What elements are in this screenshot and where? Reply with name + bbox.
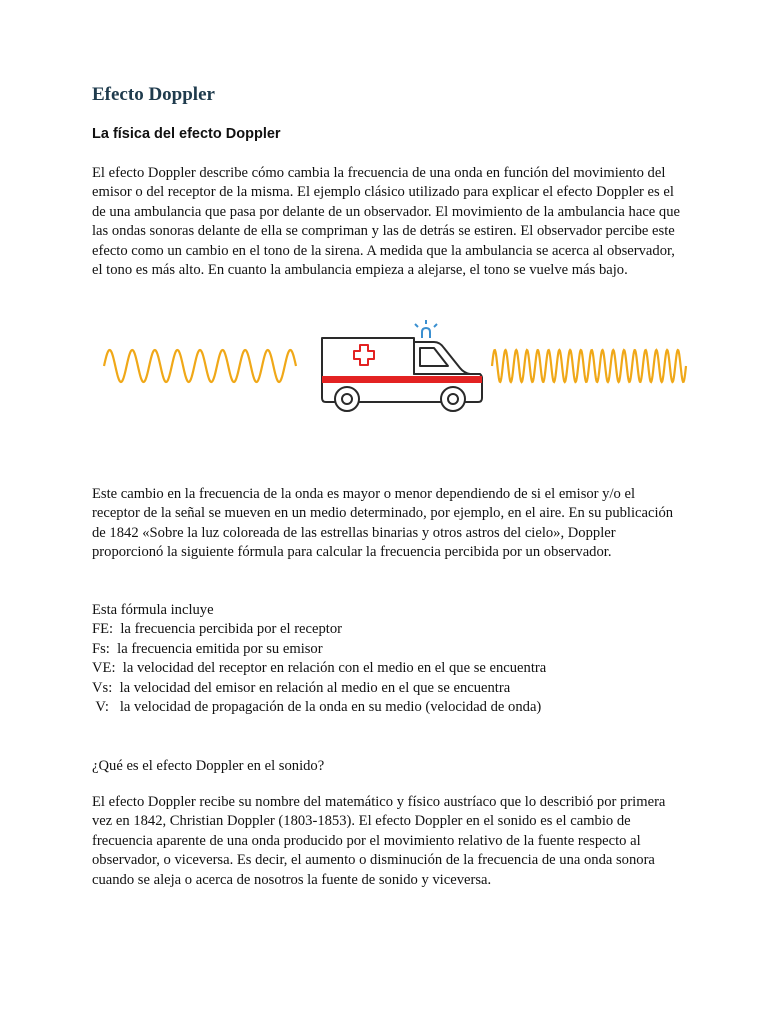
section-subtitle: La física del efecto Doppler — [92, 126, 281, 142]
sound-paragraph: El efecto Doppler recibe su nombre del matemático y físico austríaco que lo describió por primera vez en 1842, Christian Doppler (1803-1853). El efecto Doppler en el sonido es el cambio de frecuencia aparente de una onda producido por el movimiento relativo de la fuente respecto al observador, o viceversa. Es decir, el aumento o disminución de la frecuencia de una onda sonora cuando se aleja o acerca de nosotros la fuente de sonido y viceversa. — [92, 794, 666, 888]
page-title: Efecto Doppler — [92, 84, 215, 105]
doppler-illustration — [98, 318, 692, 418]
stretched-wave-icon — [104, 350, 296, 382]
formula-list-intro: Esta fórmula incluye — [92, 602, 214, 618]
ambulance-icon — [322, 320, 482, 411]
formula-paragraph: Este cambio en la frecuencia de la onda es mayor o menor dependiendo de si el emisor y/o el receptor de la señal se mueven en un medio determinado, por ejemplo, en el aire. En su publicación de 1842 «Sobre la luz coloreada de las estrellas binarias y otros astros del cielo», Doppler proporcionó la siguiente fórmula para calcular la frecuencia percibida por un observador. — [92, 486, 674, 561]
list-item: Fs: la frecuencia emitida por su emisor — [92, 640, 323, 657]
list-item: Vs: la velocidad del emisor en relación al medio en el que se encuentra — [92, 679, 511, 696]
list-item: FE: la frecuencia percibida por el receptor — [92, 621, 342, 638]
formula-variable-list — [92, 601, 546, 717]
list-item: V: la velocidad de propagación de la onda en su medio (velocidad de onda) — [92, 699, 542, 716]
intro-paragraph: El efecto Doppler describe cómo cambia la frecuencia de una onda en función del movimiento del emisor o del receptor de la misma. El ejemplo clásico utilizado para explicar el efecto Doppler es el de una ambulancia que pasa por delante de un observador. El movimiento de la ambulancia hace que las ondas sonoras delante de ella se compriman y las de detrás se estiren. El observador percibe este efecto como un cambio en el tono de la sirena. A medida que la ambulancia se acerca al observador, el tono es más alto. En cuanto la ambulancia empieza a alejarse, el tono se vuelve más bajo. — [92, 165, 680, 279]
list-item: VE: la velocidad del receptor en relación con el medio en el que se encuentra — [92, 660, 547, 677]
compressed-wave-icon — [492, 350, 686, 382]
section-question: ¿Qué es el efecto Doppler en el sonido? — [92, 758, 325, 774]
